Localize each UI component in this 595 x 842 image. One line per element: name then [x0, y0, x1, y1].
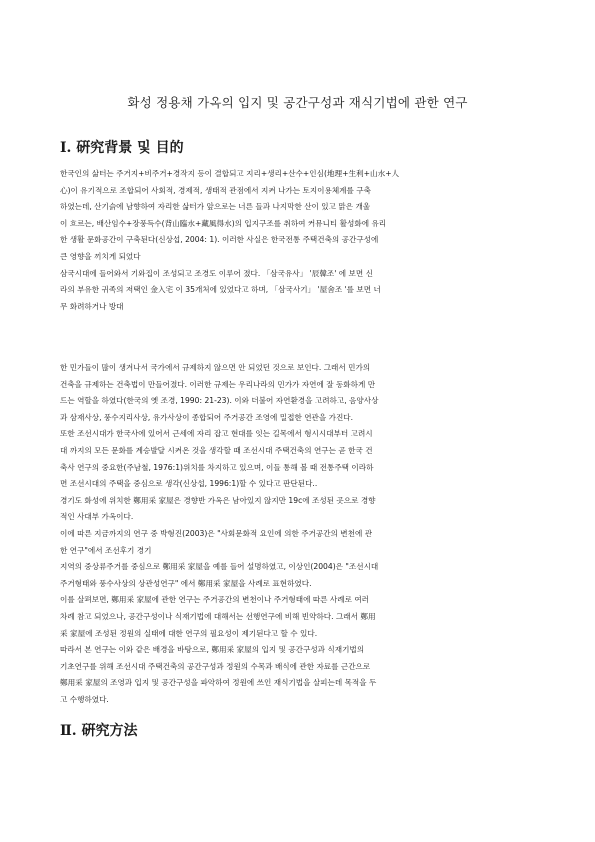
- text-line: 이 흐르는, 배산임수+장풍득수(背山臨水+藏風得水)의 입지구조를 취하여 커뮤니티 활성화에 유리: [60, 218, 387, 228]
- body-paragraph-block-1: [60, 166, 535, 315]
- section-heading-2: Ⅱ. 硏究方法: [60, 723, 138, 739]
- text-line: 삼국시대에 들어와서 기와집이 조성되고 조경도 이루어 졌다. 「삼국유사」 '辰韓조' 에 보면 신: [60, 268, 373, 278]
- text-line: 한 연구"에서 조선후기 경기: [60, 545, 152, 555]
- text-line: 采 家屋에 조성된 정원의 실태에 대한 연구의 필요성이 제기된다고 할 수 있다.: [60, 628, 318, 638]
- text-line: 큰 영향을 끼치게 되었다: [60, 251, 141, 261]
- text-line: 무 화려하거나 방대: [60, 301, 124, 311]
- body-paragraph-block-2: [60, 360, 535, 708]
- text-line: 경기도 화성에 위치한 鄭用采 家屋은 경향반 가옥은 남아있지 않지만 19c에 조성된 곳으로 경향: [60, 495, 376, 505]
- text-line: 대 까지의 모든 문화를 계승발달 시켜온 것을 생각할 때 조선시대 주택건축의 연구는 곧 한국 건: [60, 445, 373, 455]
- text-line: 鄭用采 家屋의 조영과 입지 및 공간구성을 파악하여 정원에 쓰인 재식기법을 살피는데 목적을 두: [60, 678, 377, 688]
- text-line: 지역의 중상류주거를 중심으로 鄭用采 家屋을 예를 들어 설명하였고, 이상인(2004)은 "조선시대: [60, 562, 379, 572]
- text-line: 이에 따른 지금까지의 연구 중 박형진(2003)은 "사회문화적 요인에 의한 주거공간의 변천에 관: [60, 528, 373, 538]
- text-line: 주거형태와 풍수사상의 상관성연구" 에서 鄭用采 家屋을 사례로 표현하였다.: [60, 578, 312, 588]
- document-title: 화성 정용채 가옥의 입지 및 공간구성과 재식기법에 관한 연구: [127, 95, 468, 110]
- text-line: 드는 역할을 하였다(한국의 옛 조경, 1990: 21-23). 이와 더불어 자연환경을 고려하고, 음양사상: [60, 396, 379, 406]
- text-line: 면 조선시대의 주택을 중심으로 생각(신상섭, 1996:1)할 수 있다고 판단된다..: [60, 479, 318, 489]
- text-line: 과 삼재사상, 풍수지리사상, 유가사상이 종합되어 주거공간 조영에 밀접한 연관을 가진다.: [60, 412, 354, 422]
- text-line: 한 생활 문화공간이 구축된다(신상섭, 2004: 1). 이러한 사실은 한국전통 주택건축의 공간구성에: [60, 235, 379, 245]
- section-heading-1: Ⅰ. 硏究背景 및 目的: [60, 140, 184, 156]
- text-line: 따라서 본 연구는 이와 같은 배경을 바탕으로, 鄭用采 家屋의 입지 및 공간구성과 식재기법의: [60, 645, 365, 655]
- text-line: 心)이 유기적으로 조합되어 사회적, 경제적, 생태적 관점에서 지켜 나가는 토지이용체계를 구축: [60, 185, 371, 195]
- text-line: 고 수행하였다.: [60, 694, 109, 704]
- text-line: 기초연구를 위해 조선시대 주택건축의 공간구성과 정원의 수목과 배식에 관한 자료를 근간으로: [60, 661, 371, 671]
- text-line: 축사 연구의 중요한(주남철, 1976:1)위치를 차지하고 있으며, 이들 통해 볼 때 전통주택 이라하: [60, 462, 374, 472]
- text-line: 한 민가들이 많이 생겨나서 국가에서 규제하지 않으면 안 되었던 것으로 보인다. 그래서 민가의: [60, 363, 371, 372]
- text-line: 이를 살펴보면, 鄭用采 家屋에 관한 연구는 주거공간의 변천이나 주거형태에 따른 사례로 여러: [60, 595, 370, 605]
- text-line: 라의 부유한 귀족의 저택인 金入宅 이 35개처에 있었다고 하며, 「삼국사기」 '屋舍조 '를 보면 너: [60, 285, 381, 295]
- text-line: 적인 사대부 가옥이다.: [60, 512, 134, 522]
- text-line: 한국인의 삶터는 주거지+비주거+경작지 등이 결합되고 지리+생리+산수+인심(地理+生利+山水+人: [60, 169, 400, 178]
- text-line: 또한 조선시대가 한국사에 있어서 근세에 자리 잡고 현대를 잇는 길목에서 형시시대부터 고려시: [60, 429, 373, 439]
- text-line: 하였는데, 산기슭에 남향하여 자리한 삶터가 앞으로는 너른 들과 나지막한 산이 있고 맑은 개울: [60, 202, 371, 212]
- text-line: 차례 참고 되었으나, 공간구성이나 식재기법에 대해서는 선행연구에 비해 빈약하다. 그래서 鄭用: [60, 611, 376, 621]
- text-line: 건축을 규제하는 건축법이 만들어졌다. 이러한 규제는 우리나라의 민가가 자연에 잘 동화하게 만: [60, 379, 376, 389]
